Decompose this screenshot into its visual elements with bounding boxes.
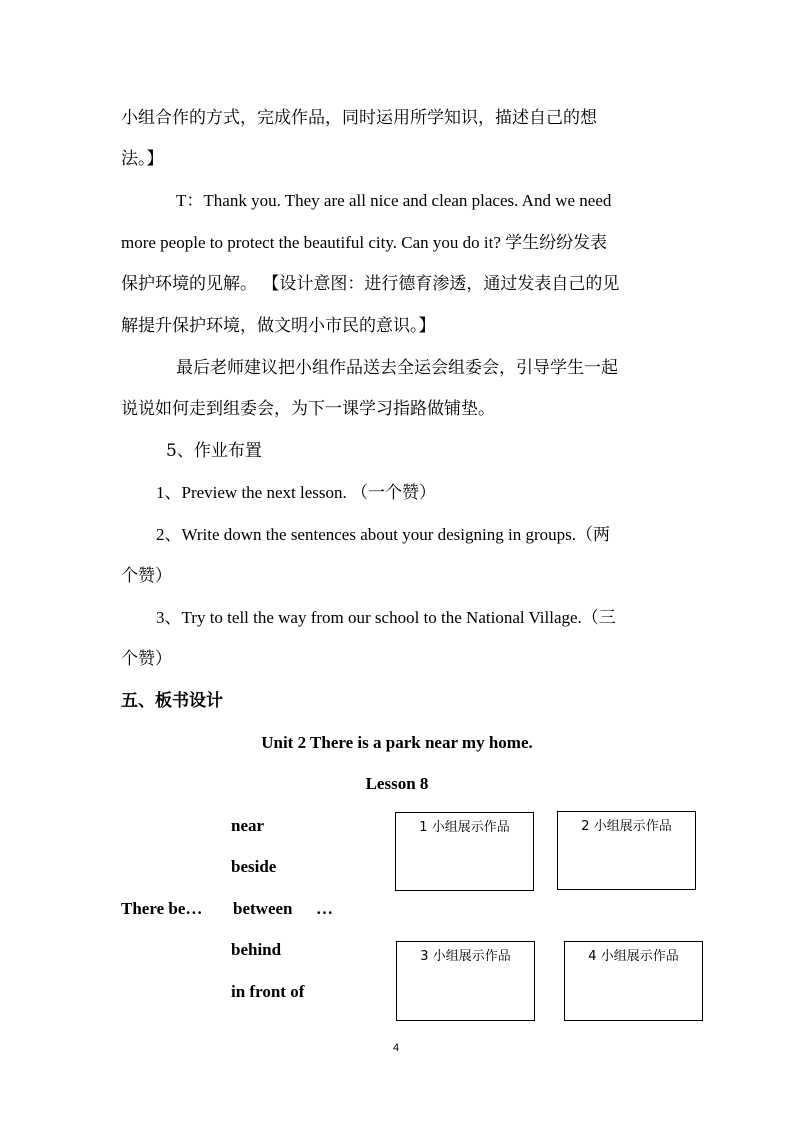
page-number: 4 [393, 1042, 400, 1054]
group-work-box-2 [557, 811, 696, 890]
homework-heading: 5、作业布置 [166, 441, 262, 461]
box-label: 2 小组展示作品 [581, 819, 672, 834]
paragraph-line: 小组合作的方式，完成作品，同时运用所学知识，描述自己的想 [121, 108, 597, 128]
paragraph-line: 法。】 [121, 149, 164, 169]
paragraph-line: 保护环境的见解。 【设计意图：进行德育渗透，通过发表自己的见 [121, 274, 620, 294]
group-work-box-4 [564, 941, 703, 1021]
homework-item: 1、Preview the next lesson. （一个赞） [156, 483, 436, 502]
lesson-title: Lesson 8 [365, 774, 429, 793]
group-work-box-3 [396, 941, 535, 1021]
paragraph-line: 最后老师建议把小组作品送去全运会组委会，引导学生一起 [176, 358, 618, 378]
preposition-in-front-of: in front of [231, 982, 305, 1001]
homework-item: 3、Try to tell the way from our school to the National Village.（三 [156, 608, 616, 627]
preposition-near: near [231, 816, 265, 835]
unit-title: Unit 2 There is a park near my home. [261, 733, 533, 752]
box-label: 1 小组展示作品 [419, 820, 510, 835]
preposition-beside: beside [231, 857, 277, 876]
paragraph-line: T：Thank you. They are all nice and clean places. And we need [176, 191, 612, 210]
preposition-behind: behind [231, 940, 282, 959]
paragraph-line: 解提升保护环境，做文明小市民的意识。】 [121, 316, 436, 336]
box-label: 4 小组展示作品 [588, 949, 679, 964]
preposition-between: between [233, 899, 293, 918]
ellipsis: … [316, 899, 333, 918]
box-label: 3 小组展示作品 [420, 949, 511, 964]
homework-item: 个赞） [121, 566, 172, 586]
there-be-label: There be… [121, 899, 203, 918]
group-work-box-1 [395, 812, 534, 891]
section-title: 五、板书设计 [121, 691, 223, 711]
homework-item: 个赞） [121, 649, 172, 669]
paragraph-line: more people to protect the beautiful city. Can you do it? 学生纷纷发表 [121, 233, 608, 252]
paragraph-line: 说说如何走到组委会，为下一课学习指路做铺垫。 [121, 399, 495, 419]
homework-item: 2、Write down the sentences about your designing in groups.（两 [156, 525, 610, 544]
